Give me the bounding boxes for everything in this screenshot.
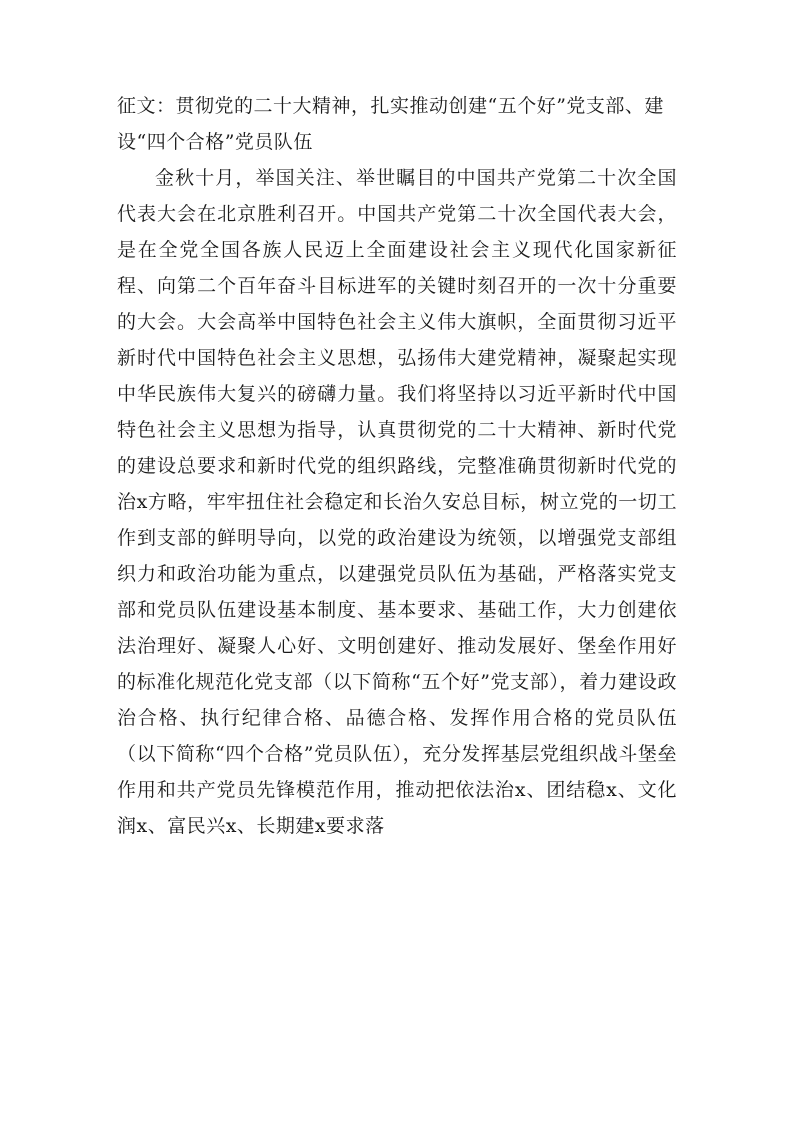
- document-title: 征文：贯彻党的二十大精神，扎实推动创建“五个好”党支部、建设“四个合格”党员队伍: [117, 95, 664, 153]
- document-body: [117, 88, 677, 844]
- body-paragraph: 金秋十月，举国关注、举世瞩目的中国共产党第二十次全国代表大会在北京胜利召开。中国共产党第二十次全国代表大会，是在全党全国各族人民迈上全面建设社会主义现代化国家新征程、向第二个百年奋斗目标进军的关键时刻召开的一次十分重要的大会。大会高举中国特色社会主义伟大旗帜，全面贯彻习近平新时代中国特色社会主义思想，弘扬伟大建党精神，凝聚起实现中华民族伟大复兴的磅礴力量。我们将坚持以习近平新时代中国特色社会主义思想为指导，认真贯彻党的二十大精神、新时代党的建设总要求和新时代党的组织路线，完整准确贯彻新时代党的治x方略，牢牢扭住社会稳定和长治久安总目标，树立党的一切工作到支部的鲜明导向，以党的政治建设为统领，以增强党支部组织力和政治功能为重点，以建强党员队伍为基础，严格落实党支部和党员队伍建设基本制度、基本要求、基础工作，大力创建依法治理好、凝聚人心好、文明创建好、推动发展好、堡垒作用好的标准化规范化党支部（以下简称“五个好”党支部），着力建设政治合格、执行纪律合格、品德合格、发挥作用合格的党员队伍（以下简称“四个合格”党员队伍），充分发挥基层党组织战斗堡垒作用和共产党员先锋模范作用，推动把依法治x、团结稳x、文化润x、富民兴x、长期建x要求落: [117, 167, 677, 837]
